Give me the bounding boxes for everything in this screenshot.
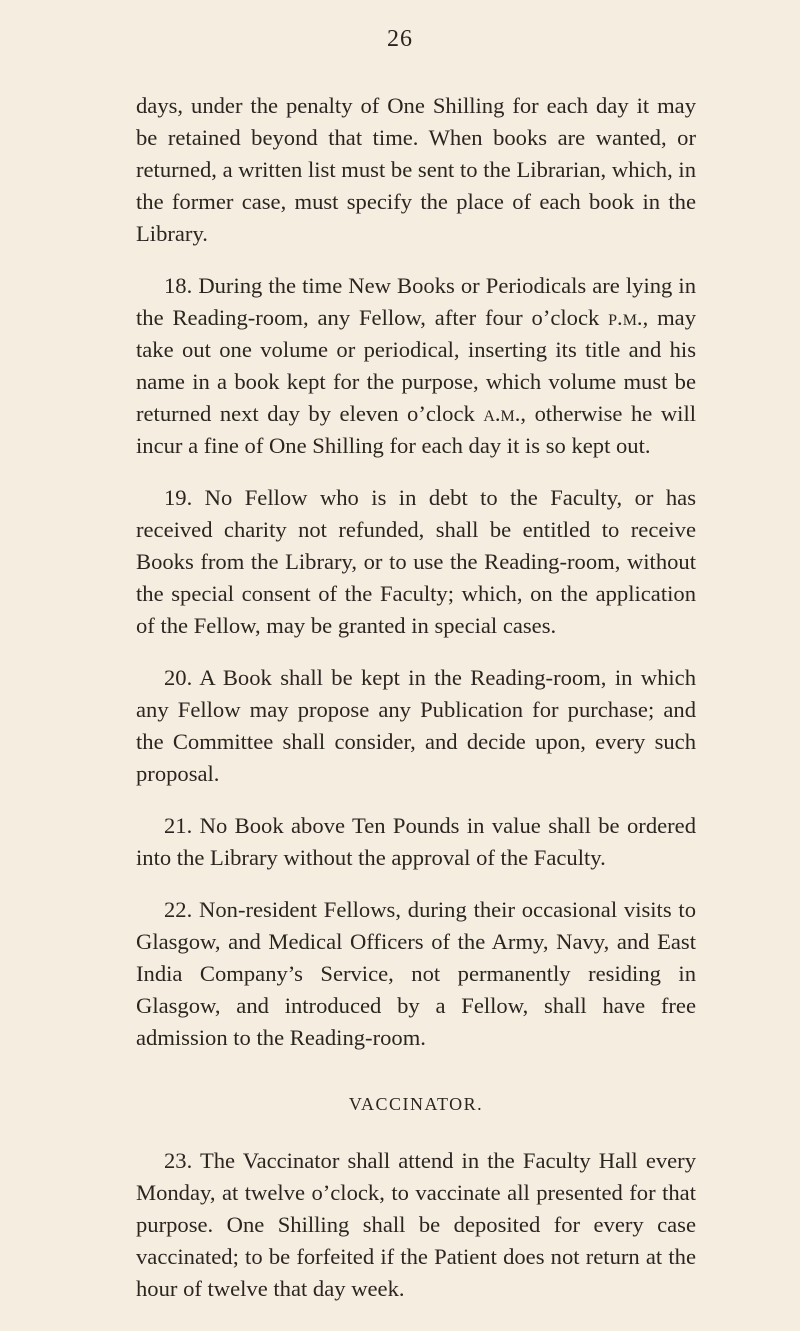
section-heading-vaccinator: VACCINATOR. [348, 1094, 484, 1114]
rule-18-text-middle: , may take out one volume or periodical, inserting its title and his name in a book kept for the purpose, which volume must be returned next day by eleven o’clock [136, 305, 696, 426]
rule-18-text-start: 18. During the time New Books or Periodicals are lying in the Reading-room, any Fellow, after four o’clock [136, 273, 696, 330]
rule-23-paragraph: 23. The Vaccinator shall attend in the Faculty Hall every Monday, at twelve o’clock, to vaccinate all presented for that purpose. One Shilling shall be deposited for every case vaccinated; to be forfeited if the Patient does not return at the hour of twelve that day week. [136, 1148, 696, 1301]
rule-22-paragraph: 22. Non-resident Fellows, during their occasional visits to Glasgow, and Medical Officers of the Army, Navy, and East India Company’s Service, not permanently residing in Glasgow, and introduced by a Fellow, shall have free admission to the Reading-room. [136, 897, 696, 1050]
page-number: 26 [387, 26, 413, 52]
time-abbreviation-pm: p.m. [608, 305, 643, 330]
rule-18-text-end: , otherwise he will incur a fine of One Shilling for each day it is so kept out. [136, 401, 697, 458]
rule-20-paragraph: 20. A Book shall be kept in the Reading-room, in which any Fellow may propose any Publication for purchase; and the Committee shall consider, and decide upon, every such proposal. [136, 665, 696, 786]
time-abbreviation-am: a.m. [483, 401, 521, 426]
paragraph-continuation: days, under the penalty of One Shilling for each day it may be retained beyond that time. When books are wanted, or returned, a written list must be sent to the Librarian, which, in the former case, must specify the place of each book in the Library. [136, 93, 696, 246]
rule-21-paragraph: 21. No Book above Ten Pounds in value shall be ordered into the Library without the approval of the Faculty. [136, 813, 696, 870]
rule-18-paragraph [136, 270, 696, 462]
rule-19-paragraph: 19. No Fellow who is in debt to the Faculty, or has received charity not refunded, shall be entitled to receive Books from the Library, or to use the Reading-room, without the special consent of the Faculty; which, on the application of the Fellow, may be granted in special cases. [136, 485, 696, 638]
text-block [136, 90, 696, 1325]
